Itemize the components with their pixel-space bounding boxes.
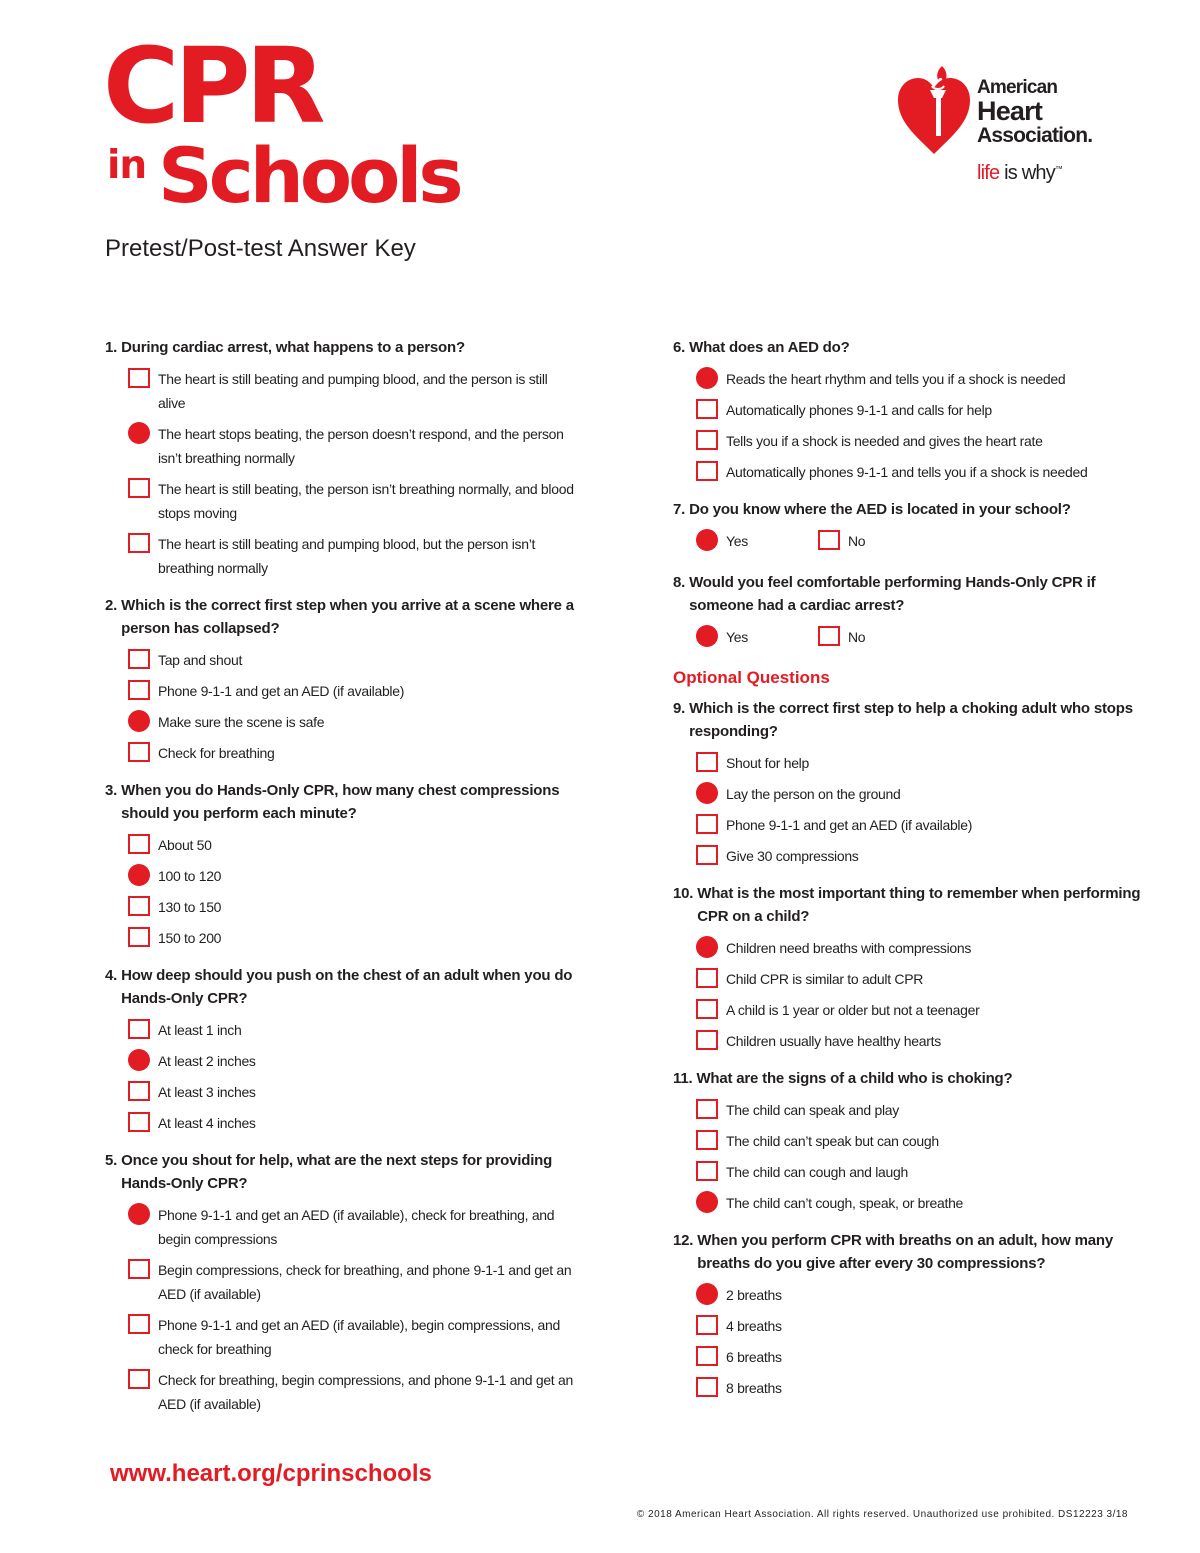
question-number: 1.	[105, 339, 118, 356]
question-text	[105, 964, 575, 1010]
correct-answer-dot-icon[interactable]	[128, 1049, 150, 1071]
checkbox-icon[interactable]	[128, 1259, 150, 1279]
checkbox-icon[interactable]	[696, 1315, 718, 1335]
answer-option[interactable]	[105, 1313, 575, 1361]
answer-option[interactable]	[105, 1080, 575, 1104]
answer-option-label: Phone 9-1-1 and get an AED (if available), check for breathing, and begin compressions	[158, 1207, 555, 1247]
correct-answer-dot-icon[interactable]	[696, 1283, 718, 1305]
answer-option-label: At least 1 inch	[158, 1022, 242, 1038]
answer-option-label: At least 3 inches	[158, 1084, 256, 1100]
correct-answer-dot-icon[interactable]	[128, 864, 150, 886]
answer-option-label: No	[848, 629, 866, 645]
answer-option-label: A child is 1 year or older but not a teenager	[726, 1002, 980, 1018]
aha-wordmark-line1: American	[977, 77, 1058, 98]
answer-option-label: At least 2 inches	[158, 1053, 256, 1069]
answer-option-label: 150 to 200	[158, 930, 222, 946]
checkbox-icon[interactable]	[696, 1099, 718, 1119]
answer-option[interactable]	[673, 367, 1143, 391]
answer-option[interactable]	[105, 1049, 575, 1073]
question-number: 10.	[673, 885, 694, 902]
answer-option[interactable]	[105, 864, 575, 888]
correct-answer-dot-icon[interactable]	[696, 1191, 718, 1213]
checkbox-icon[interactable]	[696, 1377, 718, 1397]
answer-option[interactable]	[673, 782, 1143, 806]
question-number: 9.	[673, 700, 686, 717]
question-item	[673, 498, 1143, 553]
question-text	[673, 571, 1143, 617]
answer-option-label: Children need breaths with compressions	[726, 940, 972, 956]
question-body: Once you shout for help, what are the next steps for providing Hands-Only CPR?	[121, 1152, 553, 1192]
question-item	[673, 1067, 1143, 1215]
answer-option-label: 4 breaths	[726, 1318, 782, 1334]
question-text	[673, 336, 1143, 359]
question-number: 7.	[673, 501, 686, 518]
answer-option[interactable]	[795, 529, 917, 553]
question-item	[105, 1149, 575, 1416]
answer-option-label: 2 breaths	[726, 1287, 782, 1303]
question-text	[673, 1067, 1143, 1090]
answer-option-label: Yes	[726, 533, 748, 549]
question-number: 5.	[105, 1152, 118, 1169]
question-item	[673, 336, 1143, 484]
aha-wordmark	[977, 78, 1092, 147]
answer-option[interactable]	[673, 813, 1143, 837]
answer-option-label: The heart is still beating, the person isn’t breathing normally, and blood stops moving	[158, 481, 574, 521]
logo-in-text: in	[107, 143, 147, 188]
right-column	[673, 336, 1143, 1414]
answer-option[interactable]	[795, 625, 917, 649]
correct-answer-dot-icon[interactable]	[696, 625, 718, 647]
checkbox-icon[interactable]	[696, 430, 718, 450]
answer-option[interactable]	[673, 998, 1143, 1022]
checkbox-icon[interactable]	[696, 1130, 718, 1150]
answer-option-label: The child can cough and laugh	[726, 1164, 908, 1180]
logo-schools-text: Schools	[158, 131, 460, 220]
question-body: Do you know where the AED is located in your school?	[689, 501, 1071, 518]
answer-option[interactable]	[105, 1368, 575, 1416]
aha-wordmark-line3: Association.	[977, 124, 1093, 147]
checkbox-icon[interactable]	[696, 999, 718, 1019]
question-body: During cardiac arrest, what happens to a person?	[121, 339, 465, 356]
checkbox-icon[interactable]	[128, 927, 150, 947]
checkbox-icon[interactable]	[128, 1314, 150, 1334]
checkbox-icon[interactable]	[696, 1346, 718, 1366]
answer-option[interactable]	[673, 1376, 1143, 1400]
answer-option-label: Phone 9-1-1 and get an AED (if available)	[158, 683, 405, 699]
checkbox-icon[interactable]	[696, 752, 718, 772]
question-item	[105, 964, 575, 1135]
answer-option-label: Phone 9-1-1 and get an AED (if available)	[726, 817, 973, 833]
answer-option-label: 130 to 150	[158, 899, 222, 915]
correct-answer-dot-icon[interactable]	[696, 529, 718, 551]
footer-url-link[interactable]: www.heart.org/cprinschools	[110, 1460, 432, 1487]
answer-option[interactable]	[105, 1203, 575, 1251]
question-number: 6.	[673, 339, 686, 356]
answer-option[interactable]	[105, 1018, 575, 1042]
question-body: What are the signs of a child who is choking?	[696, 1070, 1013, 1087]
question-text	[673, 1229, 1143, 1275]
correct-answer-dot-icon[interactable]	[128, 1203, 150, 1225]
answer-option[interactable]	[673, 460, 1143, 484]
checkbox-icon[interactable]	[696, 968, 718, 988]
answer-option[interactable]	[673, 1191, 1143, 1215]
question-number: 8.	[673, 574, 686, 591]
answer-option[interactable]	[105, 477, 575, 525]
answer-option-label: Automatically phones 9-1-1 and tells you if a shock is needed	[726, 464, 1088, 480]
answer-option[interactable]	[673, 429, 1143, 453]
answer-option[interactable]	[673, 1029, 1143, 1053]
correct-answer-dot-icon[interactable]	[696, 367, 718, 389]
logo-cpr-text: CPR	[103, 25, 321, 147]
checkbox-icon[interactable]	[128, 834, 150, 854]
question-item	[105, 779, 575, 950]
optional-questions-heading: Optional Questions	[673, 668, 830, 687]
answer-option[interactable]	[673, 1129, 1143, 1153]
question-body: When you perform CPR with breaths on an adult, how many breaths do you give after every 30 compressions?	[697, 1232, 1113, 1272]
checkbox-icon[interactable]	[128, 1369, 150, 1389]
aha-wordmark-line2: Heart	[977, 96, 1043, 126]
answer-option-label: The child can’t speak but can cough	[726, 1133, 939, 1149]
answer-option-label: At least 4 inches	[158, 1115, 256, 1131]
answer-option-label: Shout for help	[726, 755, 809, 771]
answer-option-label: Tells you if a shock is needed and gives the heart rate	[726, 433, 1043, 449]
question-body: Which is the correct first step when you arrive at a scene where a person has collapsed?	[121, 597, 574, 637]
answer-option-label: Check for breathing, begin compressions, and phone 9-1-1 and get an AED (if available)	[158, 1372, 573, 1412]
question-text	[673, 697, 1143, 743]
question-text	[673, 498, 1143, 521]
correct-answer-dot-icon[interactable]	[128, 422, 150, 444]
answer-option[interactable]	[673, 936, 1143, 960]
question-body: What is the most important thing to remember when performing CPR on a child?	[697, 885, 1141, 925]
page-title: Pretest/Post-test Answer Key	[105, 235, 416, 262]
question-text	[105, 1149, 575, 1195]
checkbox-icon[interactable]	[696, 1030, 718, 1050]
question-item	[673, 571, 1143, 649]
question-number: 12.	[673, 1232, 694, 1249]
answer-option-label: Reads the heart rhythm and tells you if a shock is needed	[726, 371, 1066, 387]
correct-answer-dot-icon[interactable]	[128, 710, 150, 732]
question-item	[673, 697, 1143, 868]
question-item	[105, 336, 575, 580]
answer-option[interactable]	[673, 398, 1143, 422]
correct-answer-dot-icon[interactable]	[696, 936, 718, 958]
answer-option-label: Yes	[726, 629, 748, 645]
answer-option-label: The child can speak and play	[726, 1102, 899, 1118]
answer-option-label: The heart stops beating, the person doesn’t respond, and the person isn’t breathing normally	[158, 426, 564, 466]
answer-option[interactable]	[105, 926, 575, 950]
question-number: 3.	[105, 782, 118, 799]
answer-option[interactable]	[105, 532, 575, 580]
answer-option[interactable]	[105, 367, 575, 415]
checkbox-icon[interactable]	[128, 649, 150, 669]
answer-option[interactable]	[673, 1345, 1143, 1369]
question-number: 2.	[105, 597, 118, 614]
answer-option-label: Children usually have healthy hearts	[726, 1033, 941, 1049]
checkbox-icon[interactable]	[128, 1019, 150, 1039]
answer-option-label: 100 to 120	[158, 868, 222, 884]
checkbox-icon[interactable]	[818, 626, 840, 646]
question-number: 4.	[105, 967, 118, 984]
answer-option[interactable]	[673, 625, 795, 649]
answer-option-label: 6 breaths	[726, 1349, 782, 1365]
aha-tagline: life is why™	[977, 162, 1063, 184]
heart-torch-icon	[896, 64, 972, 156]
question-body: Would you feel comfortable performing Hands-Only CPR if someone had a cardiac arrest?	[689, 574, 1096, 614]
yes-no-options	[673, 529, 1143, 553]
answer-option[interactable]	[105, 422, 575, 470]
answer-option[interactable]	[673, 1314, 1143, 1338]
checkbox-icon[interactable]	[696, 1161, 718, 1181]
question-text	[105, 779, 575, 825]
question-body: What does an AED do?	[689, 339, 850, 356]
answer-option-label: Tap and shout	[158, 652, 243, 668]
answer-option[interactable]	[673, 967, 1143, 991]
answer-option-label: The heart is still beating and pumping blood, and the person is still alive	[158, 371, 548, 411]
question-text	[673, 882, 1143, 928]
answer-option-label: 8 breaths	[726, 1380, 782, 1396]
question-body: When you do Hands-Only CPR, how many chest compressions should you perform each minute?	[121, 782, 560, 822]
answer-option[interactable]	[673, 844, 1143, 868]
checkbox-icon[interactable]	[128, 478, 150, 498]
question-number: 11.	[673, 1070, 693, 1087]
answer-option[interactable]	[673, 1098, 1143, 1122]
answer-option[interactable]	[105, 833, 575, 857]
answer-option[interactable]	[673, 1160, 1143, 1184]
checkbox-icon[interactable]	[696, 845, 718, 865]
answer-option[interactable]	[105, 741, 575, 765]
answer-option[interactable]	[673, 529, 795, 553]
question-body: Which is the correct first step to help a choking adult who stops responding?	[689, 700, 1133, 740]
tagline-rest: is why	[999, 162, 1055, 184]
answer-option[interactable]	[105, 1111, 575, 1135]
question-item	[673, 1229, 1143, 1400]
yes-no-options	[673, 625, 1143, 649]
checkbox-icon[interactable]	[696, 461, 718, 481]
answer-option[interactable]	[105, 648, 575, 672]
checkbox-icon[interactable]	[696, 399, 718, 419]
checkbox-icon[interactable]	[128, 742, 150, 762]
answer-option-label: About 50	[158, 837, 212, 853]
answer-option[interactable]	[105, 1258, 575, 1306]
answer-option[interactable]	[105, 679, 575, 703]
answer-option[interactable]	[673, 751, 1143, 775]
answer-option[interactable]	[105, 710, 575, 734]
question-item	[105, 594, 575, 765]
answer-option-label: Child CPR is similar to adult CPR	[726, 971, 924, 987]
checkbox-icon[interactable]	[128, 533, 150, 553]
checkbox-icon[interactable]	[128, 368, 150, 388]
checkbox-icon[interactable]	[128, 680, 150, 700]
checkbox-icon[interactable]	[128, 1081, 150, 1101]
checkbox-icon[interactable]	[818, 530, 840, 550]
answer-option[interactable]	[105, 895, 575, 919]
answer-option-label: The child can’t cough, speak, or breathe	[726, 1195, 964, 1211]
tagline-life: life	[977, 162, 1000, 184]
checkbox-icon[interactable]	[696, 814, 718, 834]
answer-option-label: Automatically phones 9-1-1 and calls for help	[726, 402, 992, 418]
answer-option-label: Lay the person on the ground	[726, 786, 901, 802]
answer-option-label: The heart is still beating and pumping blood, but the person isn’t breathing normally	[158, 536, 536, 576]
question-text	[105, 336, 575, 359]
answer-option-label: Begin compressions, check for breathing, and phone 9-1-1 and get an AED (if available)	[158, 1262, 572, 1302]
answer-option-label: Make sure the scene is safe	[158, 714, 325, 730]
answer-option-label: No	[848, 533, 866, 549]
answer-option[interactable]	[673, 1283, 1143, 1307]
question-body: How deep should you push on the chest of an adult when you do Hands-Only CPR?	[121, 967, 573, 1007]
checkbox-icon[interactable]	[128, 896, 150, 916]
correct-answer-dot-icon[interactable]	[696, 782, 718, 804]
aha-logo	[896, 64, 1136, 194]
left-column	[105, 336, 575, 1430]
question-item	[673, 882, 1143, 1053]
answer-option-label: Check for breathing	[158, 745, 275, 761]
answer-option-label: Phone 9-1-1 and get an AED (if available), begin compressions, and check for breathing	[158, 1317, 561, 1357]
question-text	[105, 594, 575, 640]
answer-option-label: Give 30 compressions	[726, 848, 859, 864]
checkbox-icon[interactable]	[128, 1112, 150, 1132]
footer-copyright: © 2018 American Heart Association. All rights reserved. Unauthorized use prohibited. DS12223 3/18	[636, 1509, 1128, 1520]
